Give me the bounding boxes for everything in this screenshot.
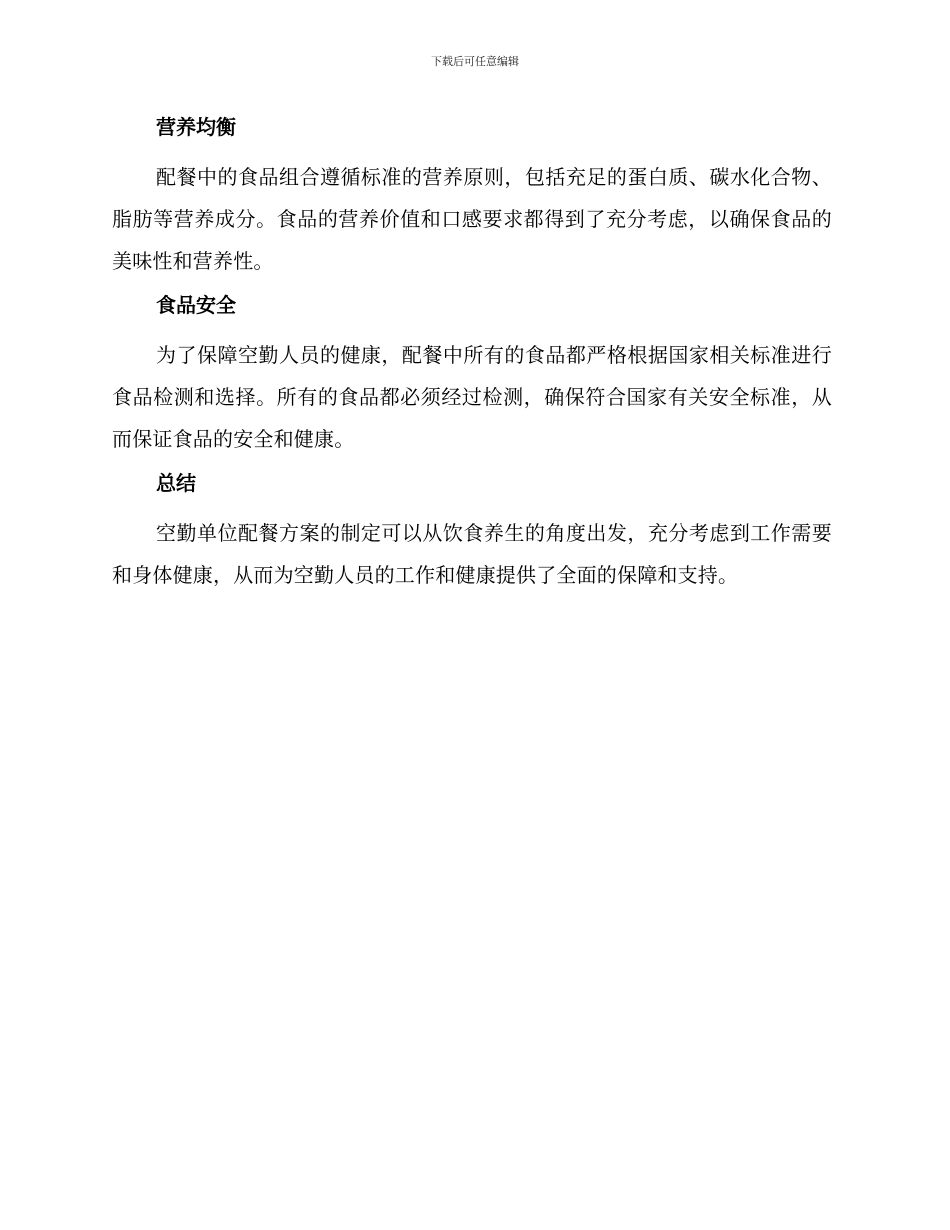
page-header: 下载后可任意编辑: [431, 55, 519, 68]
section-nutrition-balance: [112, 108, 832, 282]
section-summary: [112, 464, 832, 596]
section-food-safety: [112, 286, 832, 460]
section-paragraph: 配餐中的食品组合遵循标准的营养原则，包括充足的蛋白质、碳水化合物、脂肪等营养成分。食品的营养价值和口感要求都得到了充分考虑，以确保食品的美味性和营养性。: [112, 165, 832, 273]
section-paragraph: 为了保障空勤人员的健康，配餐中所有的食品都严格根据国家相关标准进行食品检测和选择。所有的食品都必须经过检测，确保符合国家有关安全标准，从而保证食品的安全和健康。: [112, 343, 832, 451]
section-heading: 总结: [156, 471, 196, 495]
section-paragraph: 空勤单位配餐方案的制定可以从饮食养生的角度出发，充分考虑到工作需要和身体健康，从而为空勤人员的工作和健康提供了全面的保障和支持。: [112, 521, 832, 587]
section-heading: 食品安全: [156, 293, 236, 317]
document-content: [112, 108, 832, 600]
section-heading: 营养均衡: [156, 115, 236, 139]
